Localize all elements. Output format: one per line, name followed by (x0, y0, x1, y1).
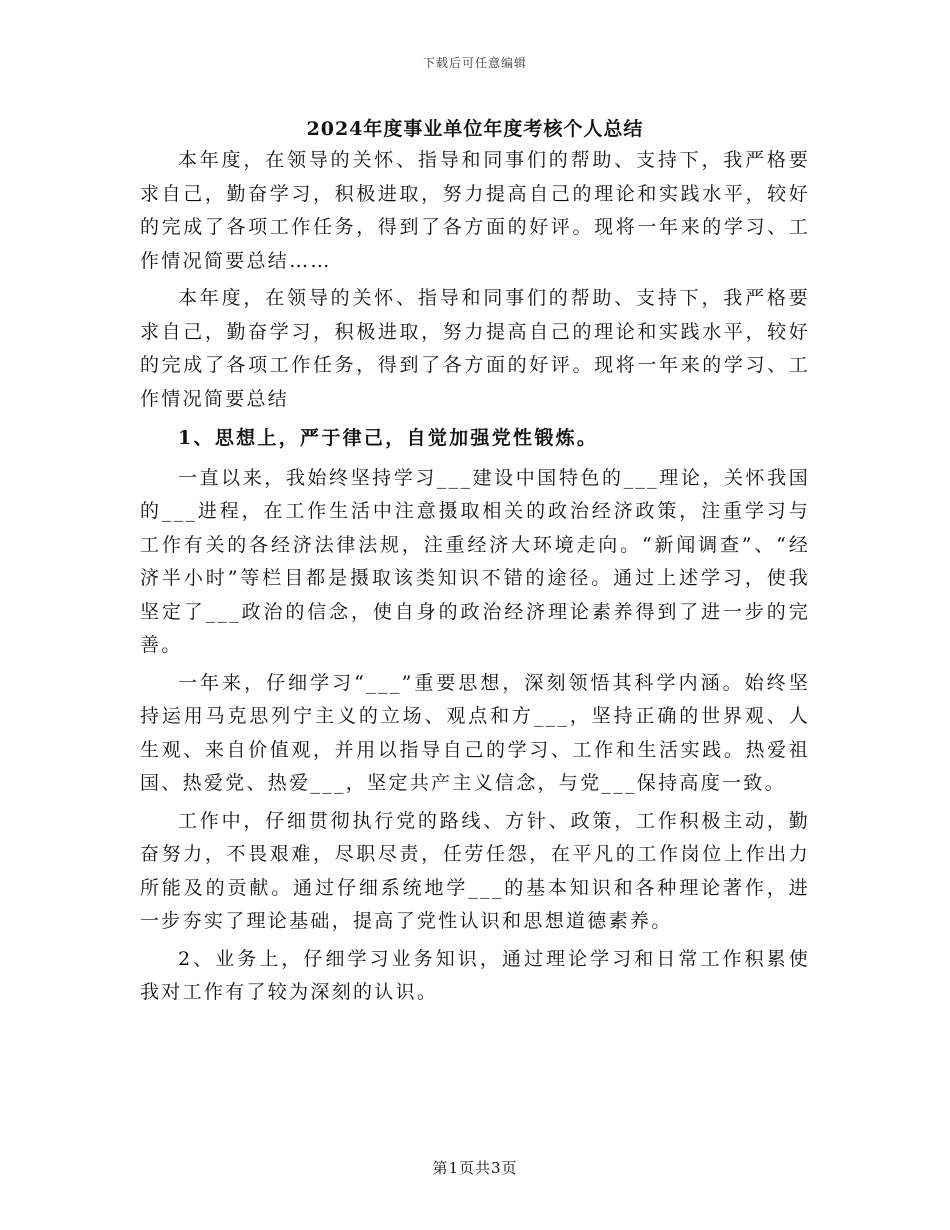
page-number: 第1页共3页 (432, 1159, 518, 1177)
section-heading-1: 1、思想上，严于律己，自觉加强党性锻炼。 (178, 427, 599, 449)
paragraph-intro-1: 本年度，在领导的关怀、指导和同事们的帮助、支持下，我严格要求自己，勤奋学习，积极进取，努力提高自己的理论和实践水平，较好的完成了各项工作任务，得到了各方面的好评。现将一年来的学习、工作情况简要总结…… (140, 149, 810, 272)
paragraph-intro-2: 本年度，在领导的关怀、指导和同事们的帮助、支持下，我严格要求自己，勤奋学习，积极进取，努力提高自己的理论和实践水平，较好的完成了各项工作任务，得到了各方面的好评。现将一年来的学习、工作情况简要总结 (140, 287, 810, 410)
paragraph-business: 2、业务上，仔细学习业务知识，通过理论学习和日常工作积累使我对工作有了较为深刻的认识。 (140, 947, 810, 1003)
document-body (140, 144, 810, 1014)
paragraph-ideology: 一直以来，我始终坚持学习___建设中国特色的___理论，关怀我国的___进程，在工作生活中注意摄取相关的政治经济政策，注重学习与工作有关的各经济法律法规，注重经济大环境走向。“新闻调查”、“经济半小时”等栏目都是摄取该类知识不错的途径。通过上述学习，使我坚定了___政治的信念，使自身的政治经济理论素养得到了进一步的完善。 (140, 466, 810, 656)
document-title: 2024年度事业单位年度考核个人总结 (306, 118, 644, 140)
paragraph-study: 一年来，仔细学习“___”重要思想，深刻领悟其科学内涵。始终坚持运用马克思列宁主义的立场、观点和方___，坚持正确的世界观、人生观、来自价值观，并用以指导自己的学习、工作和生活实践。热爱祖国、热爱党、热爱___，坚定共产主义信念，与党___保持高度一致。 (140, 671, 810, 794)
paragraph-work: 工作中，仔细贯彻执行党的路线、方针、政策，工作积极主动，勤奋努力，不畏艰难，尽职尽责，任劳任怨，在平凡的工作岗位上作出力所能及的贡献。通过仔细系统地学___的基本知识和各种理论著作，进一步夯实了理论基础，提高了党性认识和思想道德素养。 (140, 809, 810, 932)
header-note: 下载后可任意编辑 (422, 56, 527, 70)
